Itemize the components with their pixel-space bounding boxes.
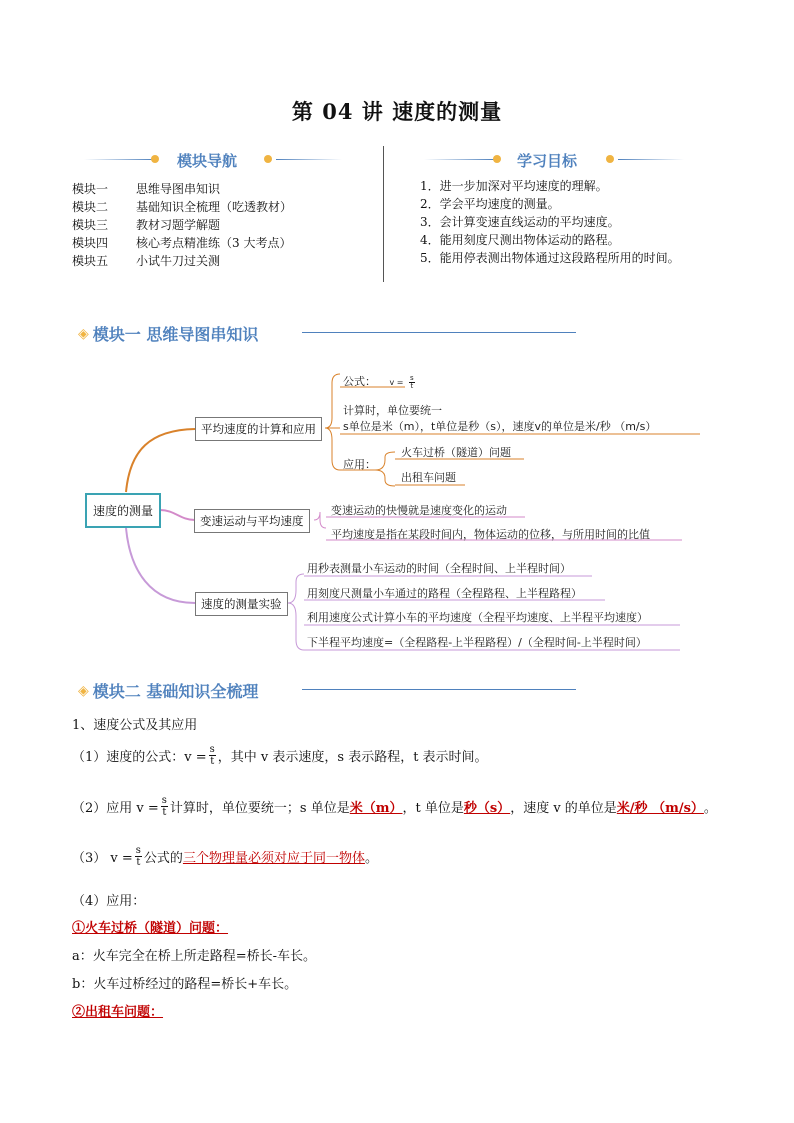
nav-heading-left-dot (151, 155, 159, 163)
mindmap-branch-experiment: 速度的测量实验 (195, 592, 288, 616)
nav-item: 模块五 小试牛刀过关测 (72, 254, 221, 268)
nav-heading: 模块导航 (177, 152, 238, 170)
body-para-4: （4）应用： (72, 894, 146, 909)
mindmap-b3-line4: 下半程平均速度=（全程路程-上半程路程）/（全程时间-上半程时间） (307, 636, 647, 649)
section2-rule (302, 689, 576, 690)
mindmap-b2-line2: 平均速度是指在某段时间内，物体运动的位移，与所用时间的比值 (331, 528, 650, 541)
diamond-icon: ◈ (78, 682, 89, 699)
goals-heading-right-line (618, 159, 684, 160)
body-train-a: a：火车完全在桥上所走路程=桥长-车长。 (72, 949, 317, 964)
goal-item: 3．会计算变速直线运动的平均速度。 (420, 215, 620, 229)
section2-heading: ◈ 模块二 基础知识全梳理 (78, 682, 259, 701)
mindmap-branch-average-speed: 平均速度的计算和应用 (195, 417, 322, 441)
mindmap-b3-line2: 用刻度尺测量小车通过的路程（全程路程、上半程路程） (307, 587, 582, 600)
nav-item: 模块四 核心考点精准练（3 大考点） (72, 236, 292, 250)
body-train-heading: ①火车过桥（隧道）问题： (72, 921, 229, 936)
goals-heading-left-dot (493, 155, 501, 163)
mindmap-root: 速度的测量 (85, 493, 161, 528)
goals-heading: 学习目标 (517, 152, 578, 170)
goals-heading-left-line (424, 159, 494, 160)
nav-item: 模块二 基础知识全梳理（吃透教材） (72, 200, 293, 214)
nav-heading-right-dot (264, 155, 272, 163)
body-para-2: （2）应用 v = $\frac{s}{t}$ 计算时，单位要统一；s 单位是 米（m） ，t 单位是 秒（s） ，速度 v 的单位是 米/秒 （m/s） 。 (72, 795, 717, 818)
mindmap-app-taxi: 出租车问题 (401, 471, 456, 484)
section1-rule (302, 332, 576, 333)
goal-item: 5．能用停表测出物体通过这段路程所用的时间。 (420, 251, 680, 265)
body-heading-1: 1、速度公式及其应用 (72, 718, 198, 733)
page-title: 第 04 讲 速度的测量 (291, 99, 503, 124)
mindmap-b3-line3: 利用速度公式计算小车的平均速度（全程平均速度、上半程平均速度） (307, 611, 648, 624)
mindmap-unit-line2: s单位是米（m），t单位是秒（s），速度v的单位是米/秒 （m/s） (343, 420, 657, 433)
goal-item: 4．能用刻度尺测出物体运动的路程。 (420, 233, 620, 247)
column-divider (383, 146, 384, 282)
mindmap-b3-line1: 用秒表测量小车运动的时间（全程时间、上半程时间） (307, 562, 571, 575)
goals-heading-right-dot (606, 155, 614, 163)
mindmap-formula: 公式： v = $\frac{s}{t}$ (343, 373, 414, 390)
goal-item: 1．进一步加深对平均速度的理解。 (420, 179, 608, 193)
goal-item: 2．学会平均速度的测量。 (420, 197, 560, 211)
nav-heading-right-line (276, 159, 342, 160)
body-taxi-heading: ②出租车问题： (72, 1005, 164, 1020)
body-para-3: （3） v = $\frac{s}{t}$ 公式的 三个物理量必须对应于同一物体 。 (72, 845, 378, 868)
mindmap-app-train: 火车过桥（隧道）问题 (401, 446, 511, 459)
mindmap-unit-line1: 计算时，单位要统一 (343, 404, 442, 417)
mindmap-b2-line1: 变速运动的快慢就是速度变化的运动 (331, 504, 507, 517)
body-para-1: （1）速度的公式：v = $\frac{s}{t}$ ，其中 v 表示速度，s 表示路程，t 表示时间。 (72, 744, 488, 767)
nav-item: 模块一 思维导图串知识 (72, 182, 221, 196)
section1-heading: ◈ 模块一 思维导图串知识 (78, 325, 259, 344)
mindmap-branch-variable-motion: 变速运动与平均速度 (194, 509, 310, 533)
mindmap-application-label: 应用： (343, 458, 376, 471)
body-train-b: b：火车过桥经过的路程=桥长+车长。 (72, 977, 298, 992)
nav-heading-left-line (84, 159, 154, 160)
diamond-icon: ◈ (78, 325, 89, 342)
nav-item: 模块三 教材习题学解题 (72, 218, 221, 232)
